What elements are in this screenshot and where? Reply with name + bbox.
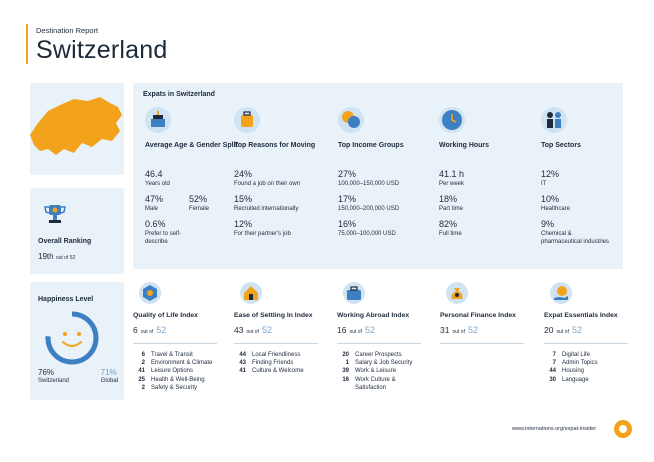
average-age-value: 46.4 [145,169,163,179]
suitcase-icon [234,107,260,133]
index-divider [234,343,318,344]
personal-finance-index [440,282,540,351]
list-item [234,359,334,367]
list-item [544,351,644,359]
index-score [440,325,540,335]
sub-label: Career Prospects [355,352,402,358]
happiness-level-panel [30,282,124,400]
house-icon [240,282,262,304]
sub-label: Work & Leisure [355,368,396,375]
index-rank: 20 [544,325,554,335]
global-happiness [101,368,118,384]
male-stat [145,188,181,213]
income-1-label: 100,000–150,000 USD [338,181,400,187]
index-title: Quality of Life Index [133,312,198,319]
reason-3-value: 12% [234,219,253,229]
working-abroad-index [337,282,437,392]
header-accent-bar [26,24,28,64]
list-item [133,351,233,359]
list-item [133,376,233,384]
reason-2-value: 15% [234,194,253,204]
sub-index-list [133,351,233,392]
list-item [337,376,437,392]
male-label: Male [145,206,159,212]
sub-rank: 7 [552,352,556,358]
index-divider [337,343,421,344]
list-item [337,351,437,359]
sector-2-label: Healthcare [541,206,571,212]
happiness-title: Happiness Level [38,296,94,303]
internations-logo-icon [614,420,632,438]
switzerland-ring [48,314,96,362]
average-age-label: Years old [145,181,170,187]
sub-rank: 30 [549,376,556,383]
income-heading: Top Income Groups [338,142,404,149]
female-label: Female [189,206,210,212]
female-pct: 52% [189,194,208,204]
list-item [133,367,233,375]
sub-rank: 41 [138,368,145,375]
sub-label: Health & Well-Being [151,376,205,383]
sub-label: Work Culture & Satisfaction [355,376,396,391]
index-rank: 16 [337,325,347,335]
sectors-column [541,107,641,246]
income-2-value: 17% [338,194,357,204]
reason-2-label: Recruited internationally [234,206,299,212]
index-divider [544,343,628,344]
index-rank: 6 [133,325,138,335]
index-of: out of [140,329,154,335]
income-1-value: 27% [338,169,357,179]
index-total: 52 [156,325,167,335]
index-of: out of [246,329,259,335]
people-icon [541,107,567,133]
reason-1-label: Found a job on their own [234,181,301,187]
quality-of-life-index [133,282,233,392]
quality-badge-icon [139,282,161,304]
sub-rank: 7 [552,360,556,367]
happiness-stats [38,368,118,384]
clock-icon [439,107,465,133]
sector-2-value: 10% [541,194,560,204]
sub-rank: 1 [345,360,349,367]
index-score [337,325,437,335]
index-total: 52 [261,325,272,335]
index-title: Working Abroad Index [337,312,410,319]
global-label: Global [100,378,118,384]
income-3-label: 75,000–100,000 USD [338,231,396,237]
index-of: out of [349,329,362,335]
hours-2-label: Part time [439,206,464,212]
coins-icon [338,107,364,133]
sub-rank: 25 [138,376,145,383]
sub-index-list [544,351,644,384]
list-item [133,359,233,367]
sub-label: Finding Friends [252,360,294,367]
happiness-gauge [44,310,104,366]
reasons-column [234,107,334,238]
sub-label: Local Friendliness [252,352,301,358]
index-total: 52 [364,325,375,335]
sub-label: Salary & Job Security [355,360,413,367]
trophy-icon [42,202,68,228]
income-column [338,107,438,238]
self-describe-pct: 0.6% [145,219,166,229]
hours-3-value: 82% [439,219,458,229]
sub-label: Digital Life [562,352,591,358]
sub-rank: 43 [239,360,246,367]
female-stat [189,188,225,213]
index-score [234,325,334,335]
hours-heading: Working Hours [439,142,490,149]
sub-rank: 39 [342,368,349,375]
sector-1-label: IT [541,181,547,187]
income-3-value: 16% [338,219,357,229]
hours-3-label: Full time [439,231,462,237]
expat-essentials-index [544,282,644,384]
expats-title: Expats in Switzerland [143,91,215,98]
global-pct: 71% [100,368,117,377]
map-panel [30,83,124,175]
index-of: out of [556,329,569,335]
list-item [234,367,334,375]
expats-panel [133,83,623,269]
list-item [133,384,233,392]
sub-label: Leisure Options [151,368,194,375]
sub-rank: 6 [141,352,145,358]
sub-index-list [234,351,334,376]
sectors-heading: Top Sectors [541,142,581,149]
sub-label: Language [562,376,589,383]
hand-globe-icon [550,282,572,304]
switzerland-happiness [38,368,69,384]
sub-rank: 20 [342,352,349,358]
male-pct: 47% [145,194,164,204]
sector-3-label: Chemical & pharmaceutical industries [541,231,610,245]
hours-1-label: Per week [439,181,465,187]
age-gender-heading: Average Age & Gender Split [145,142,238,149]
sub-label: Safety & Security [151,384,198,391]
hours-2-value: 18% [439,194,458,204]
overall-ranking-value [38,252,75,261]
index-divider [440,343,524,344]
index-total: 52 [571,325,582,335]
sub-label: Housing [562,368,585,375]
index-of: out of [452,329,465,335]
list-item [544,359,644,367]
sub-label: Admin Topics [562,360,598,367]
reason-1-value: 24% [234,169,253,179]
overall-ranking-title: Overall Ranking [38,238,92,245]
index-total: 52 [467,325,478,335]
sub-label: Travel & Transit [151,352,193,358]
sub-rank: 2 [141,360,145,367]
briefcase-icon [343,282,365,304]
switzerland-label: Switzerland [38,378,70,384]
index-divider [133,343,217,344]
hours-column [439,107,539,238]
sector-3-value: 9% [541,219,555,229]
sub-rank: 2 [141,384,145,391]
age-gender-column [145,107,245,246]
switzerland-map-icon [30,83,124,175]
rank-number: 19th [38,252,54,261]
page-title: Switzerland [36,36,168,64]
sub-label: Culture & Welcome [252,368,304,375]
index-title: Ease of Settling In Index [234,312,313,319]
money-bag-icon [446,282,468,304]
sub-rank: 16 [342,376,349,383]
gender-split [145,188,245,213]
index-rank: 43 [234,325,244,335]
switzerland-pct: 76% [38,368,55,377]
footer-url-link[interactable]: www.internations.org/expat-insider [512,426,597,432]
reasons-heading: Top Reasons for Moving [234,142,316,149]
index-rank: 31 [440,325,450,335]
list-item [234,351,334,359]
overall-ranking-panel [30,188,124,274]
sub-rank: 44 [549,368,556,375]
index-score [544,325,644,335]
list-item [337,359,437,367]
hours-1-value: 41.1 h [439,169,465,179]
sub-rank: 41 [239,368,246,375]
list-item [544,376,644,384]
index-score [133,325,233,335]
sector-1-value: 12% [541,169,560,179]
ease-of-settling-in-index [234,282,334,376]
report-label: Destination Report [36,26,99,35]
cake-icon [145,107,171,133]
list-item [337,367,437,375]
sub-label: Environment & Climate [151,360,213,367]
rank-of-label: out of 52 [55,255,76,261]
self-describe-label: Prefer to self-describe [145,231,182,245]
reason-3-label: For their partner's job [234,231,291,237]
index-title: Expat Essentials Index [544,312,618,319]
sub-rank: 44 [239,352,246,358]
list-item [544,367,644,375]
sub-index-list [337,351,437,392]
income-2-label: 150,000–200,000 USD [338,206,400,212]
index-title: Personal Finance Index [440,312,516,319]
